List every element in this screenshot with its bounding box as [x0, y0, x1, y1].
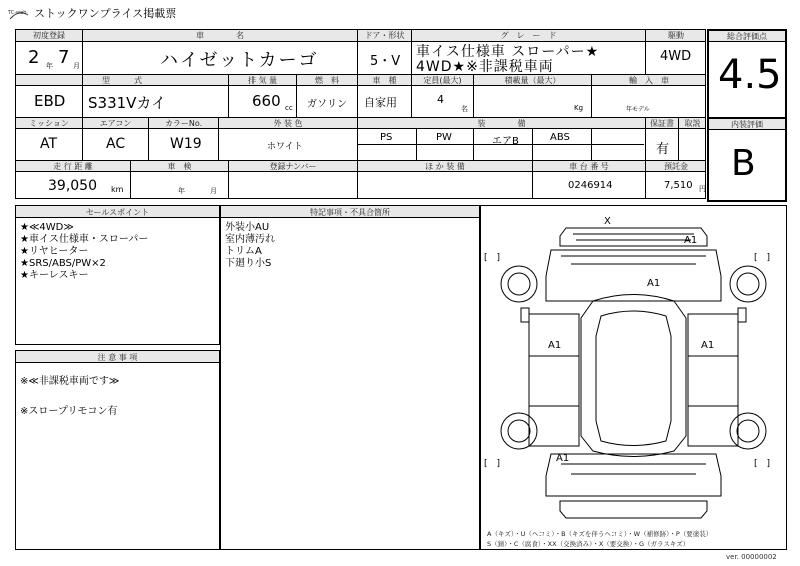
reg-year: 2	[28, 47, 40, 68]
reg-number-label: 登録ナンバー	[269, 162, 317, 171]
aircon-value: AC	[106, 136, 126, 152]
wheel-rear-left	[501, 413, 537, 449]
fuel-label: 燃 料	[315, 76, 339, 85]
first-reg-label: 初度登録	[33, 31, 65, 40]
exterior-color-label: 外 装 色	[273, 119, 303, 128]
cautions-list	[20, 374, 119, 419]
special-notes-label: 特記事項・不具合箇所	[310, 208, 390, 217]
grade-line-2: 4WD★※非課税車両	[416, 59, 554, 75]
cautions-label: 注 意 事 項	[97, 353, 138, 362]
mark-roof: A1	[647, 278, 661, 289]
interior-score-label: 内装評価	[731, 120, 763, 129]
list-item	[20, 389, 119, 404]
sales-points-label: セールスポイント	[85, 208, 150, 217]
grade-label: グ レ ー ド	[500, 31, 557, 40]
inspection-month-unit: 月	[210, 187, 217, 195]
door-shape-label: ドア・形状	[364, 31, 405, 40]
capacity-value: 4	[437, 93, 444, 106]
car-name-label: 車 名	[196, 31, 244, 40]
color-no-label: カラーNo.	[164, 119, 203, 128]
mileage-value: 39,050	[48, 178, 97, 194]
drive-value: 4WD	[660, 49, 692, 64]
mark-front-right: A1	[684, 235, 698, 246]
import-unit: 年モデル	[626, 106, 650, 113]
interior-score: B	[731, 143, 756, 184]
logo	[8, 6, 30, 18]
exterior-color-value: ホワイト	[267, 142, 303, 152]
overall-score-label: 総合評価点	[727, 32, 767, 41]
chassis-no-value: 0246914	[568, 180, 613, 191]
door-shape: 5・V	[370, 54, 401, 69]
vehicle-class-value: 自家用	[364, 96, 397, 109]
rear-bumper	[560, 501, 707, 518]
other-equipment-label: ほ か 装 備	[425, 162, 465, 171]
load-unit: Kg	[574, 104, 584, 112]
equipment-1: PS	[380, 132, 393, 143]
color-no-value: W19	[170, 136, 202, 152]
version-label: ver. 00000002	[726, 553, 777, 561]
vehicle-class-label: 車 種	[372, 76, 397, 85]
displacement-unit: cc	[285, 104, 293, 112]
type-prefix: EBD	[34, 92, 66, 110]
list-item: ※≪非課税車両です≫	[20, 376, 120, 387]
list-item: ★≪4WD≫	[20, 222, 74, 233]
list-item: 外装小AU	[225, 222, 270, 233]
equipment-2: PW	[436, 132, 452, 143]
deposit-unit: 円	[699, 185, 706, 193]
deposit-value: 7,510	[664, 180, 693, 191]
diagram-legend-2: S（錆）・C（腐食）・XX（交換済み）・X（要交換）・G（ガラスキズ）	[487, 540, 690, 548]
overall-score: 4.5	[718, 52, 782, 98]
bracket-top-right: [ ]	[754, 253, 771, 263]
mark-front-bumper: X	[604, 216, 611, 227]
mileage-unit: km	[111, 185, 124, 194]
capacity-label: 定員(最大)	[423, 76, 462, 85]
mission-value: AT	[40, 136, 58, 152]
aircon-label: エアコン	[99, 119, 132, 128]
wheel-front-left	[501, 266, 537, 302]
roof	[581, 295, 686, 457]
list-item: トリムA	[225, 246, 262, 257]
car-name: ハイゼットカーゴ	[160, 50, 319, 71]
mileage-label: 走 行 距 離	[53, 162, 93, 171]
list-item: ★リヤヒーター	[20, 246, 89, 257]
displacement-label: 排 気 量	[247, 76, 278, 85]
list-item: ※スロープリモコン有	[20, 406, 118, 417]
mark-right-side: A1	[701, 340, 715, 351]
inspection-label: 車 検	[167, 162, 192, 171]
equipment-4: ABS	[550, 132, 570, 143]
spec-table	[15, 29, 706, 199]
drive-label: 駆動	[668, 31, 684, 40]
list-item: 室内薄汚れ	[225, 234, 275, 245]
inspection-year-unit: 年	[178, 187, 185, 195]
import-label: 輸 入 車	[629, 76, 669, 85]
sales-points-list	[20, 222, 148, 282]
grade-line-1: 車イス仕様車 スローパー★	[416, 44, 600, 60]
mark-rear-left: A1	[556, 453, 570, 464]
type-code-label: 型 式	[102, 76, 142, 85]
reg-month: 7	[58, 47, 70, 68]
load-capacity-label: 積載量（最大）	[504, 76, 561, 85]
diagram-legend-1: A（キズ）・U（ヘコミ）・B（キズを伴うヘコミ）・W（補修跡）・P（要塗装）	[487, 530, 713, 538]
wheel-rear-right	[730, 413, 766, 449]
mark-left-side: A1	[548, 340, 562, 351]
equipment-3: エアB	[492, 136, 519, 147]
mission-label: ミッション	[29, 119, 69, 128]
list-item: 下廻り小S	[225, 258, 272, 269]
warranty-value: 有	[656, 142, 670, 157]
equipment-label: 装 備	[477, 119, 526, 128]
reg-month-unit: 月	[73, 62, 80, 70]
list-item: ★車イス仕様車・スローパー	[20, 234, 149, 245]
chassis-no-label: 車 台 番 号	[569, 162, 609, 171]
list-item: ★SRS/ABS/PW×2	[20, 258, 106, 269]
car-diagram	[481, 206, 786, 526]
fuel-value: ガソリン	[307, 99, 347, 110]
bracket-top-left: [ ]	[484, 253, 501, 263]
rear-body	[546, 454, 721, 496]
wheel-front-right	[730, 266, 766, 302]
bracket-bottom-left: [ ]	[484, 459, 501, 469]
warranty-label: 保証書	[650, 119, 674, 128]
capacity-unit: 名	[461, 105, 468, 113]
page-title: ストックワンプライス掲載票	[34, 7, 177, 20]
logo-text: TC-web	[8, 10, 27, 16]
deposit-label: 預託金	[664, 162, 688, 171]
manual-label: 取説	[684, 119, 701, 128]
list-item: ★キーレスキー	[20, 270, 89, 281]
type-code: S331Vカイ	[88, 94, 166, 112]
displacement-value: 660	[252, 92, 281, 110]
front-body	[546, 250, 721, 301]
reg-year-unit: 年	[46, 62, 53, 70]
bracket-bottom-right: [ ]	[754, 459, 771, 469]
special-notes-list	[225, 222, 275, 270]
